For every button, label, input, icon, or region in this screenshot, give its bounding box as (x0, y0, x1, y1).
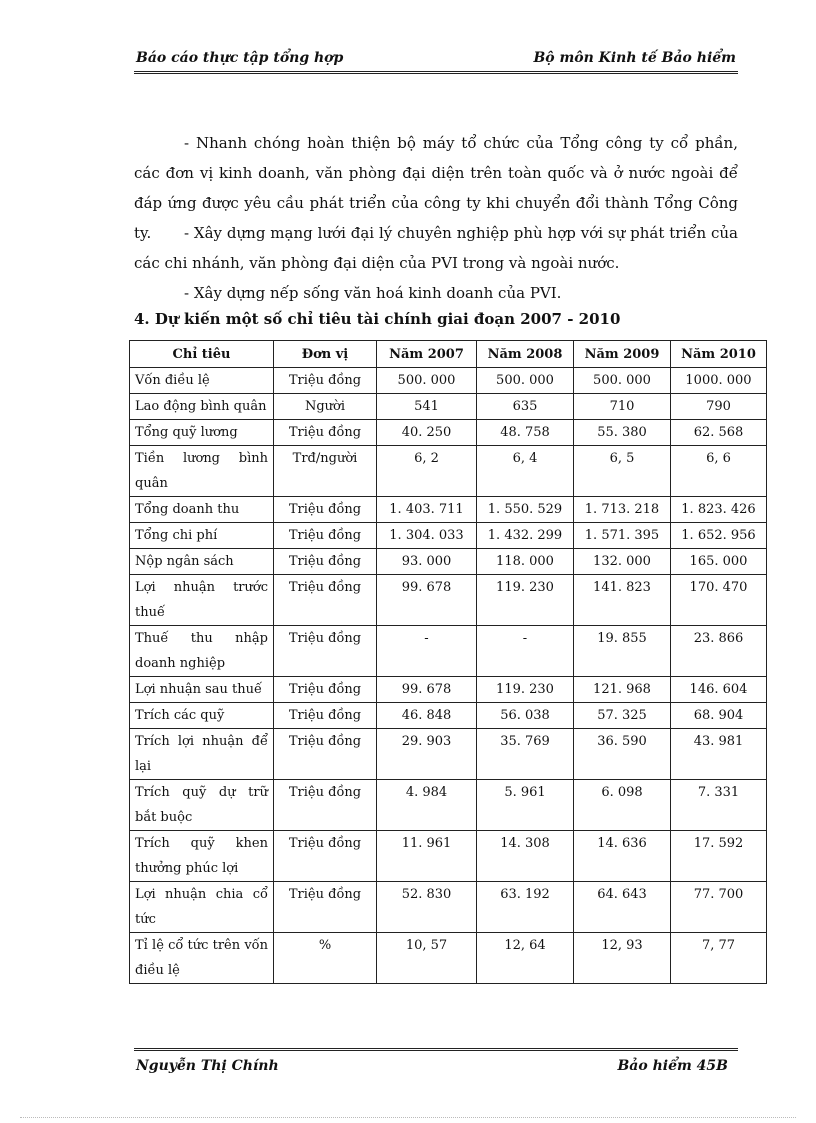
header-2008: Năm 2008 (477, 341, 574, 368)
row-value: 1000. 000 (671, 368, 767, 394)
row-indicator: Trích các quỹ (130, 703, 274, 729)
row-value: 6, 4 (477, 446, 574, 497)
row-value: 7. 331 (671, 780, 767, 831)
row-value: 29. 903 (377, 729, 477, 780)
row-indicator: Lợi nhuận chia cổ tức (130, 882, 274, 933)
row-value: 6, 2 (377, 446, 477, 497)
row-unit: Triệu đồng (274, 368, 377, 394)
header-2009: Năm 2009 (574, 341, 671, 368)
row-value: 23. 866 (671, 626, 767, 677)
paragraph-3-text: - Xây dựng nếp sống văn hoá kinh doanh của PVI. (184, 284, 562, 302)
row-value: 6, 5 (574, 446, 671, 497)
row-indicator: Tổng chi phí (130, 523, 274, 549)
row-value: 17. 592 (671, 831, 767, 882)
row-unit: Triệu đồng (274, 882, 377, 933)
row-value: 57. 325 (574, 703, 671, 729)
row-value: 62. 568 (671, 420, 767, 446)
row-value: 64. 643 (574, 882, 671, 933)
row-indicator: Lao động bình quân (130, 394, 274, 420)
table-row (130, 420, 767, 446)
header-divider (134, 71, 738, 76)
row-value: 6, 6 (671, 446, 767, 497)
table-row (130, 780, 767, 831)
row-indicator: Trích quỹ khen thưởng phúc lợi (130, 831, 274, 882)
row-unit: Triệu đồng (274, 523, 377, 549)
row-value: 119. 230 (477, 677, 574, 703)
row-unit: Triệu đồng (274, 729, 377, 780)
footer-divider (134, 1048, 738, 1051)
row-value: - (477, 626, 574, 677)
row-value: 55. 380 (574, 420, 671, 446)
header-2010: Năm 2010 (671, 341, 767, 368)
row-indicator: Lợi nhuận trước thuế (130, 575, 274, 626)
row-unit: % (274, 933, 377, 984)
row-value: 5. 961 (477, 780, 574, 831)
table-row (130, 729, 767, 780)
row-value: - (377, 626, 477, 677)
row-unit: Trđ/người (274, 446, 377, 497)
row-value: 77. 700 (671, 882, 767, 933)
header-report-title: Báo cáo thực tập tổng hợp (136, 50, 344, 66)
row-value: 14. 308 (477, 831, 574, 882)
page-header (134, 48, 738, 70)
row-indicator: Tổng quỹ lương (130, 420, 274, 446)
row-unit: Triệu đồng (274, 780, 377, 831)
row-unit: Triệu đồng (274, 703, 377, 729)
row-indicator: Nộp ngân sách (130, 549, 274, 575)
row-value: 93. 000 (377, 549, 477, 575)
row-unit: Triệu đồng (274, 575, 377, 626)
header-2007: Năm 2007 (377, 341, 477, 368)
row-value: 14. 636 (574, 831, 671, 882)
table-row (130, 446, 767, 497)
table-row (130, 882, 767, 933)
row-value: 790 (671, 394, 767, 420)
row-indicator: Tiền lương bình quân (130, 446, 274, 497)
row-value: 12, 93 (574, 933, 671, 984)
row-unit: Người (274, 394, 377, 420)
row-value: 56. 038 (477, 703, 574, 729)
row-value: 500. 000 (477, 368, 574, 394)
row-value: 1. 571. 395 (574, 523, 671, 549)
row-value: 68. 904 (671, 703, 767, 729)
row-indicator: Lợi nhuận sau thuế (130, 677, 274, 703)
row-value: 710 (574, 394, 671, 420)
page-edge (20, 1117, 796, 1118)
row-value: 35. 769 (477, 729, 574, 780)
row-indicator: Trích quỹ dự trữ bắt buộc (130, 780, 274, 831)
row-value: 132. 000 (574, 549, 671, 575)
table-row (130, 497, 767, 523)
table-row (130, 575, 767, 626)
row-value: 170. 470 (671, 575, 767, 626)
row-unit: Triệu đồng (274, 549, 377, 575)
paragraph-2-text: - Xây dựng mạng lưới đại lý chuyên nghiệp phù hợp với sự phát triển của các chi nhánh, văn phòng đại diện của PVI trong và ngoài nước. (134, 224, 738, 272)
row-value: 541 (377, 394, 477, 420)
table-row (130, 523, 767, 549)
footer-class: Bảo hiểm 45B (617, 1058, 728, 1074)
financial-targets-table (129, 340, 767, 984)
row-value: 52. 830 (377, 882, 477, 933)
row-value: 46. 848 (377, 703, 477, 729)
row-value: 118. 000 (477, 549, 574, 575)
paragraph-3 (134, 278, 738, 308)
row-value: 1. 304. 033 (377, 523, 477, 549)
table-row (130, 703, 767, 729)
row-value: 635 (477, 394, 574, 420)
row-value: 500. 000 (574, 368, 671, 394)
header-department: Bộ môn Kinh tế Bảo hiểm (533, 50, 736, 66)
header-indicator: Chỉ tiêu (130, 341, 274, 368)
table-row (130, 394, 767, 420)
row-value: 4. 984 (377, 780, 477, 831)
row-value: 7, 77 (671, 933, 767, 984)
row-indicator: Thuế thu nhập doanh nghiệp (130, 626, 274, 677)
row-value: 500. 000 (377, 368, 477, 394)
table-row (130, 626, 767, 677)
row-indicator: Tỉ lệ cổ tức trên vốn điều lệ (130, 933, 274, 984)
row-unit: Triệu đồng (274, 626, 377, 677)
row-value: 19. 855 (574, 626, 671, 677)
paragraph-2 (134, 218, 738, 278)
row-value: 6. 098 (574, 780, 671, 831)
row-value: 12, 64 (477, 933, 574, 984)
row-value: 99. 678 (377, 575, 477, 626)
footer-author: Nguyễn Thị Chính (136, 1058, 279, 1074)
row-value: 1. 823. 426 (671, 497, 767, 523)
row-unit: Triệu đồng (274, 831, 377, 882)
row-unit: Triệu đồng (274, 420, 377, 446)
row-value: 48. 758 (477, 420, 574, 446)
row-value: 121. 968 (574, 677, 671, 703)
row-value: 119. 230 (477, 575, 574, 626)
row-indicator: Trích lợi nhuận để lại (130, 729, 274, 780)
table-row (130, 933, 767, 984)
section-title: 4. Dự kiến một số chỉ tiêu tài chính giai đoạn 2007 - 2010 (134, 310, 621, 328)
header-unit: Đơn vị (274, 341, 377, 368)
row-value: 1. 713. 218 (574, 497, 671, 523)
row-value: 36. 590 (574, 729, 671, 780)
row-value: 63. 192 (477, 882, 574, 933)
row-value: 1. 550. 529 (477, 497, 574, 523)
table-row (130, 677, 767, 703)
table-row (130, 549, 767, 575)
row-value: 11. 961 (377, 831, 477, 882)
row-value: 99. 678 (377, 677, 477, 703)
row-value: 1. 432. 299 (477, 523, 574, 549)
row-indicator: Tổng doanh thu (130, 497, 274, 523)
row-value: 40. 250 (377, 420, 477, 446)
table-row (130, 831, 767, 882)
table-row (130, 368, 767, 394)
row-value: 1. 652. 956 (671, 523, 767, 549)
row-value: 43. 981 (671, 729, 767, 780)
paragraph-1-text: - Nhanh chóng hoàn thiện bộ máy tổ chức của Tổng công ty cổ phần, các đơn vị kinh doanh, văn phòng đại diện trên toàn quốc và ở nước ngoài để đáp ứng được yêu cầu phát triển của công ty khi chuyển đổi thành Tổng Công ty. (134, 134, 738, 242)
row-unit: Triệu đồng (274, 497, 377, 523)
row-value: 165. 000 (671, 549, 767, 575)
row-value: 1. 403. 711 (377, 497, 477, 523)
row-value: 146. 604 (671, 677, 767, 703)
row-unit: Triệu đồng (274, 677, 377, 703)
row-value: 10, 57 (377, 933, 477, 984)
table-header-row (130, 341, 767, 368)
row-indicator: Vốn điều lệ (130, 368, 274, 394)
row-value: 141. 823 (574, 575, 671, 626)
